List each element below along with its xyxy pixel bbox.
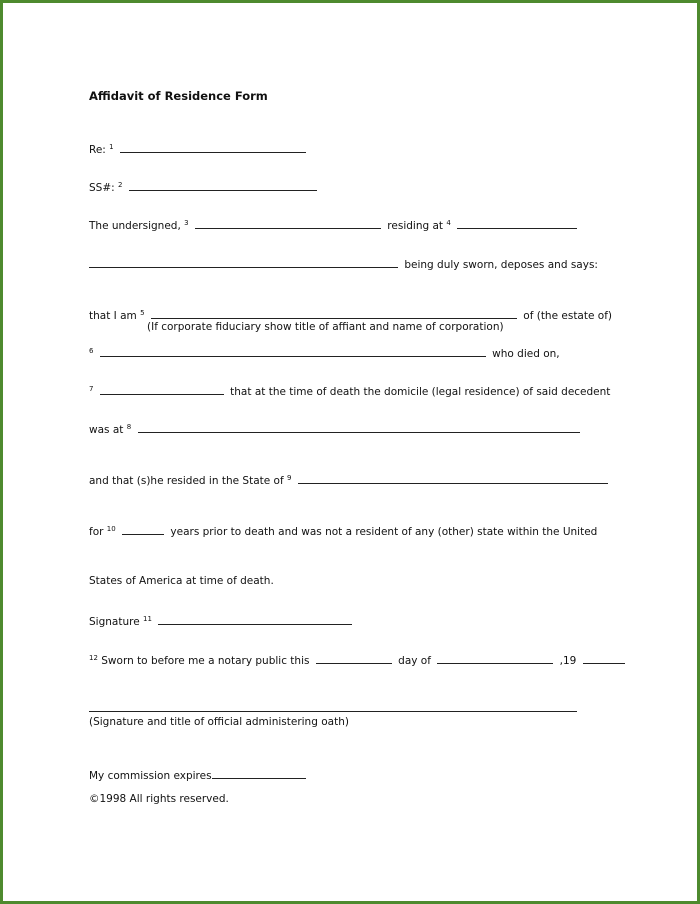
form-title: Affidavit of Residence Form — [89, 89, 268, 103]
re-field[interactable] — [120, 141, 306, 153]
sworn-before-label: Sworn to before me a notary public this — [101, 655, 310, 667]
decedent-field[interactable] — [100, 345, 486, 357]
footnote-11: 11 — [143, 615, 152, 623]
for-label: for — [89, 526, 104, 538]
footnote-6: 6 — [89, 347, 94, 355]
copyright-text: ©1998 All rights reserved. — [89, 793, 229, 805]
sworn-line — [89, 256, 598, 272]
capacity-field[interactable] — [151, 307, 517, 319]
year-prefix: ,19 — [559, 655, 577, 667]
state-field[interactable] — [298, 472, 608, 484]
residence-continued-field[interactable] — [89, 256, 398, 268]
corporate-note: (If corporate fiduciary show title of affiant and name of corporation) — [147, 321, 504, 333]
years-field[interactable] — [122, 523, 164, 535]
decedent-line — [89, 345, 560, 361]
year-field[interactable] — [583, 652, 625, 664]
footnote-8: 8 — [126, 423, 132, 431]
official-sig-label: (Signature and title of official administering oath) — [89, 716, 349, 728]
footnote-2: 2 — [118, 181, 123, 189]
usa-line: States of America at time of death. — [89, 575, 274, 587]
signature-line — [89, 613, 355, 629]
footnote-1: 1 — [109, 143, 114, 151]
commission-label: My commission expires — [89, 770, 212, 782]
was-at-label: was at — [89, 424, 124, 436]
re-label: Re: — [89, 144, 106, 156]
residence-field[interactable] — [457, 217, 577, 229]
footnote-10: 10 — [106, 525, 116, 533]
ss-field[interactable] — [129, 179, 317, 191]
footnote-5: 5 — [140, 309, 145, 317]
residing-label: residing at — [387, 220, 444, 232]
domicile-label: that at the time of death the domicile (legal residence) of said decedent — [230, 386, 611, 398]
affidavit-page — [3, 3, 697, 901]
signature-field[interactable] — [158, 613, 352, 625]
month-field[interactable] — [437, 652, 553, 664]
that-i-am-label: that I am — [89, 310, 137, 322]
who-died-label: who died on, — [492, 348, 560, 360]
death-date-field[interactable] — [100, 383, 224, 395]
undersigned-line — [89, 217, 580, 233]
commission-field[interactable] — [212, 767, 306, 779]
footnote-7: 7 — [89, 385, 94, 393]
state-line — [89, 472, 611, 488]
notary-line — [89, 652, 628, 668]
ss-line — [89, 179, 320, 195]
footnote-4: 4 — [446, 219, 451, 227]
ss-label: SS#: — [89, 182, 115, 194]
footnote-9: 9 — [287, 474, 292, 482]
footnote-3: 3 — [184, 219, 189, 227]
signature-label: Signature — [89, 616, 140, 628]
domicile-field[interactable] — [138, 421, 580, 433]
undersigned-label: The undersigned, — [89, 220, 181, 232]
official-signature-field[interactable] — [89, 711, 577, 712]
years-line — [89, 523, 597, 539]
state-label: and that (s)he resided in the State of — [89, 475, 284, 487]
footnote-12: 12 — [89, 654, 98, 662]
domicile-line — [89, 383, 610, 399]
sworn-label: being duly sworn, deposes and says: — [404, 259, 598, 271]
commission-line — [89, 767, 309, 783]
day-of-label: day of — [398, 655, 431, 667]
years-label: years prior to death and was not a resident of any (other) state within the United — [170, 526, 598, 538]
was-at-line — [89, 421, 583, 437]
name-field[interactable] — [195, 217, 381, 229]
day-field[interactable] — [316, 652, 392, 664]
re-line — [89, 141, 309, 157]
estate-label: of (the estate of) — [523, 310, 613, 322]
